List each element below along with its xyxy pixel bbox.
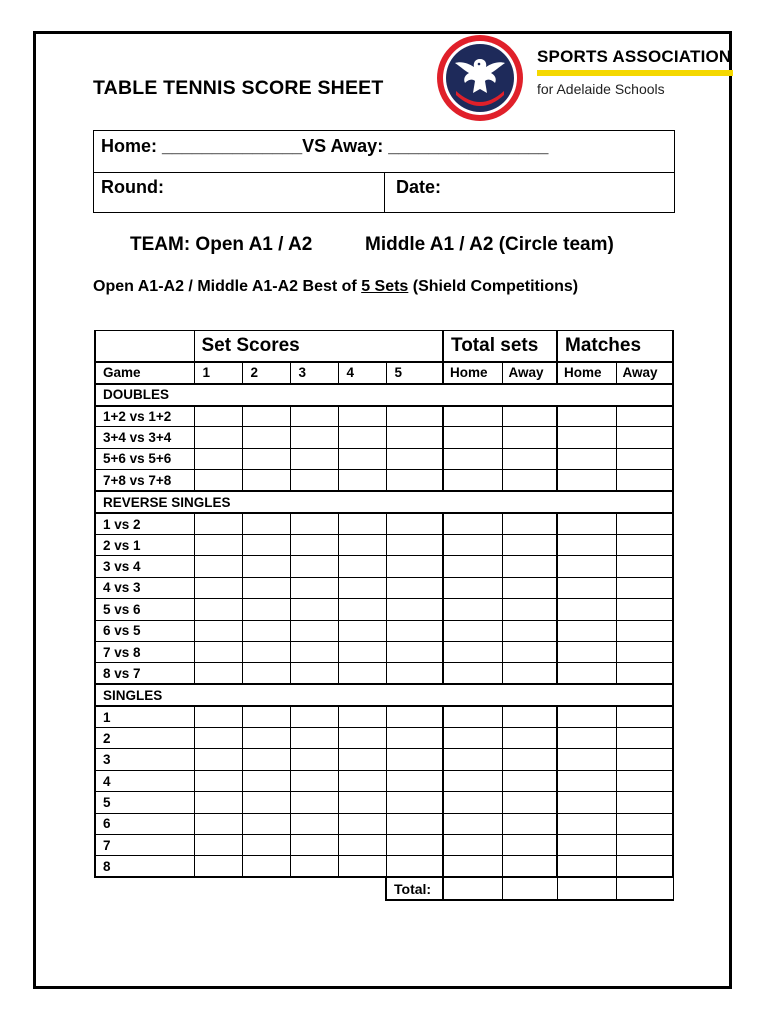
set-score-cell[interactable] [194,792,242,813]
set-4-header: 4 [338,362,386,384]
game-label: 2 [95,728,194,749]
set-5-header: 5 [386,362,443,384]
set-score-cell[interactable] [338,749,386,770]
section-header: SINGLES [95,684,673,706]
set-score-cell[interactable] [386,728,443,749]
set-score-cell[interactable] [242,770,290,791]
sheet-title: TABLE TENNIS SCORE SHEET [93,77,384,99]
set-score-cell[interactable] [242,663,290,684]
total-sets-cell[interactable] [502,728,557,749]
set-score-cell[interactable] [338,534,386,555]
table-row [95,770,673,791]
home-away-row [94,131,674,173]
set-score-cell[interactable] [386,706,443,727]
total-sets-cell[interactable] [502,534,557,555]
matches-cell[interactable] [557,470,616,491]
total-row-spacer [95,877,386,900]
set-score-cell[interactable] [194,663,242,684]
total-sets-cell[interactable] [443,835,502,856]
matches-cell[interactable] [616,728,673,749]
total-sets-cell[interactable] [443,448,502,469]
game-label: 7+8 vs 7+8 [95,470,194,491]
set-score-cell[interactable] [386,448,443,469]
total-sets-cell[interactable] [443,813,502,834]
competition-prefix: Open A1-A2 / Middle A1-A2 Best of [93,278,362,295]
game-label: 5 [95,792,194,813]
total-sets-sum-cell[interactable] [443,877,502,900]
matches-cell[interactable] [616,641,673,662]
date-field[interactable]: Date: [396,177,442,197]
table-row [95,620,673,641]
game-label: 6 [95,813,194,834]
set-score-cell[interactable] [386,641,443,662]
set-score-cell[interactable] [290,663,338,684]
set-score-cell[interactable] [338,513,386,534]
game-label: 1 [95,706,194,727]
table-row [95,813,673,834]
set-score-cell[interactable] [242,406,290,427]
total-sets-cell[interactable] [443,534,502,555]
match-away-header: Away [616,362,673,384]
competition-sets: 5 Sets [361,278,409,295]
round-field[interactable]: Round: [101,177,164,197]
matches-cell[interactable] [616,663,673,684]
team-middle-label: Middle A1 / A2 (Circle team) [365,234,614,255]
match-home-header: Home [557,362,616,384]
set-score-cell[interactable] [290,792,338,813]
set-score-cell[interactable] [290,406,338,427]
set-score-cell[interactable] [338,813,386,834]
table-row [95,513,673,534]
matches-cell[interactable] [616,706,673,727]
total-sets-cell[interactable] [443,406,502,427]
total-sets-cell[interactable] [502,770,557,791]
matches-cell[interactable] [557,641,616,662]
game-label: 7 vs 8 [95,641,194,662]
set-scores-header: Set Scores [194,331,443,362]
total-sets-cell[interactable] [502,427,557,448]
game-label: 3 vs 4 [95,556,194,577]
set-score-cell[interactable] [242,728,290,749]
matches-cell[interactable] [557,770,616,791]
total-label: Total: [386,877,443,900]
matches-cell[interactable] [557,813,616,834]
set-score-cell[interactable] [290,427,338,448]
set-score-cell[interactable] [338,792,386,813]
game-label: 3+4 vs 3+4 [95,427,194,448]
set-score-cell[interactable] [242,577,290,598]
org-subtitle: for Adelaide Schools [537,81,665,97]
set-score-cell[interactable] [194,556,242,577]
set-score-cell[interactable] [242,641,290,662]
table-row [95,749,673,770]
matches-cell[interactable] [557,663,616,684]
total-sets-cell[interactable] [502,706,557,727]
set-score-cell[interactable] [338,728,386,749]
total-sets-cell[interactable] [502,641,557,662]
total-home-header: Home [443,362,502,384]
total-sets-cell[interactable] [443,749,502,770]
set-score-cell[interactable] [194,620,242,641]
set-score-cell[interactable] [290,513,338,534]
info-divider [384,173,385,213]
section-header: DOUBLES [95,384,673,406]
game-label: 5+6 vs 5+6 [95,448,194,469]
set-score-cell[interactable] [338,835,386,856]
set-score-cell[interactable] [194,749,242,770]
set-score-cell[interactable] [290,599,338,620]
matches-cell[interactable] [616,813,673,834]
set-score-cell[interactable] [194,706,242,727]
section-header: REVERSE SINGLES [95,491,673,513]
set-score-cell[interactable] [242,813,290,834]
matches-cell[interactable] [616,427,673,448]
matches-cell[interactable] [557,835,616,856]
matches-cell[interactable] [616,406,673,427]
total-sets-cell[interactable] [443,556,502,577]
set-score-cell[interactable] [242,427,290,448]
org-accent-bar [537,70,733,76]
total-sets-header: Total sets [443,331,557,362]
piping-shrike-emblem-icon [435,33,525,123]
game-label: 1 vs 2 [95,513,194,534]
set-score-cell[interactable] [242,856,290,877]
game-label: 2 vs 1 [95,534,194,555]
matches-cell[interactable] [616,856,673,877]
set-score-cell[interactable] [194,577,242,598]
set-score-cell[interactable] [290,620,338,641]
matches-cell[interactable] [616,577,673,598]
score-table [94,330,674,901]
set-score-cell[interactable] [290,448,338,469]
total-sets-cell[interactable] [443,599,502,620]
table-row [95,706,673,727]
set-score-cell[interactable] [338,406,386,427]
total-sets-cell[interactable] [502,620,557,641]
matches-cell[interactable] [616,534,673,555]
table-row [95,792,673,813]
matches-cell[interactable] [616,835,673,856]
game-label: 1+2 vs 1+2 [95,406,194,427]
set-score-cell[interactable] [386,749,443,770]
total-row [95,877,673,900]
matches-cell[interactable] [616,556,673,577]
set-score-cell[interactable] [290,835,338,856]
set-score-cell[interactable] [242,620,290,641]
total-sets-cell[interactable] [443,427,502,448]
set-score-cell[interactable] [338,448,386,469]
game-label: 4 vs 3 [95,577,194,598]
game-label: 7 [95,835,194,856]
total-sets-cell[interactable] [502,792,557,813]
set-score-cell[interactable] [290,706,338,727]
set-score-cell[interactable] [386,577,443,598]
set-score-cell[interactable] [194,770,242,791]
set-score-cell[interactable] [194,856,242,877]
set-1-header: 1 [194,362,242,384]
set-score-cell[interactable] [242,470,290,491]
set-score-cell[interactable] [386,663,443,684]
table-row [95,728,673,749]
set-score-cell[interactable] [194,513,242,534]
matches-sum-cell[interactable] [557,877,616,900]
set-score-cell[interactable] [386,813,443,834]
set-score-cell[interactable] [338,599,386,620]
set-score-cell[interactable] [194,641,242,662]
matches-cell[interactable] [616,792,673,813]
matches-cell[interactable] [616,749,673,770]
total-sets-cell[interactable] [502,813,557,834]
total-sets-cell[interactable] [443,641,502,662]
set-score-cell[interactable] [194,813,242,834]
set-score-cell[interactable] [338,620,386,641]
total-sets-cell[interactable] [502,835,557,856]
matches-cell[interactable] [616,448,673,469]
set-score-cell[interactable] [194,448,242,469]
set-score-cell[interactable] [194,406,242,427]
table-row [95,577,673,598]
matches-cell[interactable] [557,728,616,749]
set-score-cell[interactable] [386,856,443,877]
matches-cell[interactable] [557,599,616,620]
matches-cell[interactable] [557,620,616,641]
matches-cell[interactable] [557,427,616,448]
table-row [95,835,673,856]
table-row [95,856,673,877]
matches-sum-cell[interactable] [616,877,673,900]
game-label: 5 vs 6 [95,599,194,620]
total-sets-cell[interactable] [502,599,557,620]
matches-cell[interactable] [557,706,616,727]
table-row [95,448,673,469]
total-sets-cell[interactable] [502,448,557,469]
set-score-cell[interactable] [338,470,386,491]
total-sets-cell[interactable] [443,770,502,791]
set-score-cell[interactable] [242,749,290,770]
set-score-cell[interactable] [290,577,338,598]
set-score-cell[interactable] [242,599,290,620]
home-vs-away-field[interactable]: Home: ______________VS Away: ________________ [101,136,549,156]
total-sets-cell[interactable] [502,749,557,770]
set-score-cell[interactable] [386,835,443,856]
set-score-cell[interactable] [290,470,338,491]
set-score-cell[interactable] [242,835,290,856]
total-sets-cell[interactable] [502,513,557,534]
set-score-cell[interactable] [386,599,443,620]
team-open-label: TEAM: Open A1 / A2 [130,234,313,255]
game-label: 4 [95,770,194,791]
total-sets-cell[interactable] [443,620,502,641]
matches-cell[interactable] [557,749,616,770]
game-label: 3 [95,749,194,770]
set-score-cell[interactable] [290,728,338,749]
total-sets-cell[interactable] [502,663,557,684]
set-score-cell[interactable] [338,856,386,877]
set-score-cell[interactable] [242,706,290,727]
total-sets-cell[interactable] [502,577,557,598]
set-score-cell[interactable] [338,556,386,577]
matches-cell[interactable] [557,792,616,813]
set-score-cell[interactable] [338,706,386,727]
set-score-cell[interactable] [386,770,443,791]
total-away-header: Away [502,362,557,384]
set-score-cell[interactable] [290,749,338,770]
competition-suffix: (Shield Competitions) [408,278,579,295]
set-score-cell[interactable] [194,470,242,491]
table-row [95,406,673,427]
game-header-spacer [95,331,194,362]
matches-cell[interactable] [557,534,616,555]
matches-cell[interactable] [557,448,616,469]
set-score-cell[interactable] [338,641,386,662]
competition-line [93,278,578,296]
set-score-cell[interactable] [290,813,338,834]
set-score-cell[interactable] [386,406,443,427]
set-score-cell[interactable] [386,534,443,555]
set-score-cell[interactable] [242,792,290,813]
table-row [95,556,673,577]
set-score-cell[interactable] [290,641,338,662]
game-label: 8 [95,856,194,877]
game-label: 6 vs 5 [95,620,194,641]
total-sets-cell[interactable] [443,470,502,491]
set-score-cell[interactable] [386,513,443,534]
game-label: 8 vs 7 [95,663,194,684]
total-sets-cell[interactable] [443,513,502,534]
matches-cell[interactable] [616,470,673,491]
total-sets-cell[interactable] [443,663,502,684]
total-sets-sum-cell[interactable] [502,877,557,900]
set-score-cell[interactable] [242,556,290,577]
org-name: SPORTS ASSOCIATION [537,47,732,66]
matches-cell[interactable] [616,513,673,534]
set-score-cell[interactable] [194,599,242,620]
set-score-cell[interactable] [194,728,242,749]
total-sets-cell[interactable] [443,706,502,727]
total-sets-cell[interactable] [443,856,502,877]
set-score-cell[interactable] [290,534,338,555]
set-score-cell[interactable] [290,770,338,791]
set-score-cell[interactable] [386,620,443,641]
set-score-cell[interactable] [194,534,242,555]
set-score-cell[interactable] [386,556,443,577]
set-score-cell[interactable] [242,448,290,469]
set-score-cell[interactable] [338,577,386,598]
set-score-cell[interactable] [242,513,290,534]
matches-cell[interactable] [557,556,616,577]
matches-cell[interactable] [616,770,673,791]
total-sets-cell[interactable] [502,406,557,427]
set-3-header: 3 [290,362,338,384]
set-score-cell[interactable] [194,835,242,856]
set-score-cell[interactable] [242,534,290,555]
matches-header: Matches [557,331,673,362]
total-sets-cell[interactable] [443,577,502,598]
set-score-cell[interactable] [386,792,443,813]
set-score-cell[interactable] [194,427,242,448]
set-score-cell[interactable] [386,470,443,491]
table-row [95,599,673,620]
set-score-cell[interactable] [338,770,386,791]
matches-cell[interactable] [557,856,616,877]
matches-cell[interactable] [616,620,673,641]
set-score-cell[interactable] [338,427,386,448]
set-score-cell[interactable] [290,556,338,577]
set-score-cell[interactable] [338,663,386,684]
round-date-row [94,173,674,213]
match-info-box [93,130,675,213]
matches-cell[interactable] [557,577,616,598]
total-sets-cell[interactable] [502,856,557,877]
matches-cell[interactable] [557,406,616,427]
set-score-cell[interactable] [386,427,443,448]
table-row [95,641,673,662]
total-sets-cell[interactable] [502,470,557,491]
set-score-cell[interactable] [290,856,338,877]
set-2-header: 2 [242,362,290,384]
total-sets-cell[interactable] [443,728,502,749]
total-sets-cell[interactable] [502,556,557,577]
total-sets-cell[interactable] [443,792,502,813]
table-row [95,427,673,448]
matches-cell[interactable] [616,599,673,620]
table-row [95,534,673,555]
table-row [95,663,673,684]
game-column-header: Game [95,362,194,384]
table-row [95,470,673,491]
matches-cell[interactable] [557,513,616,534]
